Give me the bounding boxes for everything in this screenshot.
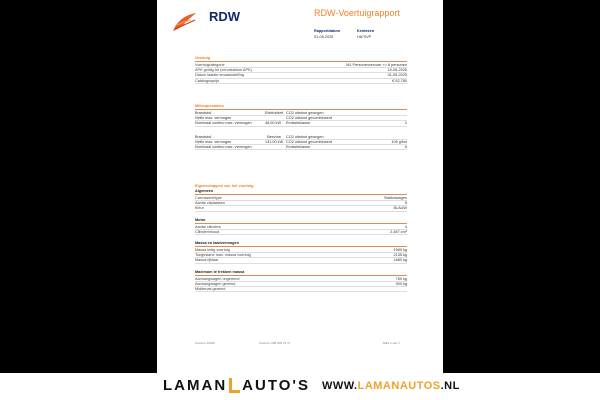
table-row: Aanhangwagen geremd 900 kg <box>195 281 407 286</box>
table-row: Brandstof Elektriciteit CO2 uitstoot gewogen <box>195 111 407 116</box>
license-plate-value: H870VP <box>357 34 372 39</box>
table-row: Aantal zitplaatsen 5 <box>195 201 407 206</box>
group-title: Algemeen <box>195 189 407 195</box>
dealer-banner <box>0 373 600 400</box>
license-plate <box>357 29 374 40</box>
table-row: Voertuigcategorie M1 Personenvervoer <= 8 personen <box>195 63 407 67</box>
table-row: Massa rijklaar 1680 kg <box>195 258 407 263</box>
table-row: Middenas geremd <box>195 287 407 292</box>
section-milieuprestaties <box>195 104 407 150</box>
license-plate-label: Kenteken <box>357 29 375 33</box>
table-row: Aanhangwagen ongeremd 750 kg <box>195 276 407 281</box>
footer-telefoon: Telefoon 088 008 70 47 <box>259 341 291 345</box>
section-voertuig <box>195 56 407 84</box>
report-date-value: 01-05-2025 <box>314 34 334 39</box>
section-title: Milieuprestaties <box>195 104 407 110</box>
section-title: Voertuig <box>195 56 407 62</box>
group-title: Maximum te trekken massa <box>195 270 407 276</box>
dealer-logo-right: AUTO'S <box>242 377 310 394</box>
brand-name: RDW <box>209 9 241 24</box>
table-row: Catalogusprijs € 52.780 <box>195 78 407 83</box>
group-title: Massa en laadvermogen <box>195 241 407 247</box>
dealer-logo <box>163 377 310 394</box>
report-page <box>157 0 443 373</box>
table-row: APK geldig tot (vervaldatum APK) 19-06-2026 <box>195 68 407 73</box>
table-row: Netto max. vermogen 131,00 kW CO2 uitstoot gecombineerd 105 g/km <box>195 139 407 144</box>
table-row: Nominaal continu max. vermogen Emissieklasse 6 <box>195 144 407 149</box>
table-row: Netto max. vermogen CO2 uitstoot gecombineerd <box>195 116 407 121</box>
table-row: Brandstof Benzine CO2 uitstoot gewogen <box>195 135 407 140</box>
table-row: Aantal cilinders 4 <box>195 224 407 229</box>
table-row: Datum laatste tenaamstelling 01-05-2025 <box>195 73 407 78</box>
table-row: Carrosserietype Stationwagen <box>195 196 407 200</box>
table-row: Nominaal continu max. vermogen 48,00 kW Emissieklasse 2 <box>195 121 407 126</box>
table-row: Cilinderinhoud 2.487 cm³ <box>195 229 407 234</box>
report-date <box>314 29 340 40</box>
table-row: Toegestane max. massa voertuig 2135 kg <box>195 253 407 258</box>
dealer-logo-mark-icon <box>229 378 240 393</box>
footer-postbus: Postbus 30000 <box>195 341 216 345</box>
rdw-logo-icon <box>171 11 197 33</box>
dealer-website-link[interactable]: WWW.LAMANAUTOS.NL <box>322 380 460 392</box>
group-title: Motor <box>195 218 407 224</box>
section-eigenschappen <box>195 184 407 292</box>
table-row: Kleur BLAUW <box>195 206 407 211</box>
report-date-label: Rapportdatum <box>314 29 340 33</box>
footer-page-number: Blad 2 van 3 <box>383 341 400 345</box>
document-title: RDW-Voertuigrapport <box>314 8 400 18</box>
dealer-logo-left: LAMAN <box>163 377 228 394</box>
table-row: Massa ledig voertuig 1580 kg <box>195 247 407 252</box>
section-title: Eigenschappen van het voertuig <box>195 184 254 188</box>
